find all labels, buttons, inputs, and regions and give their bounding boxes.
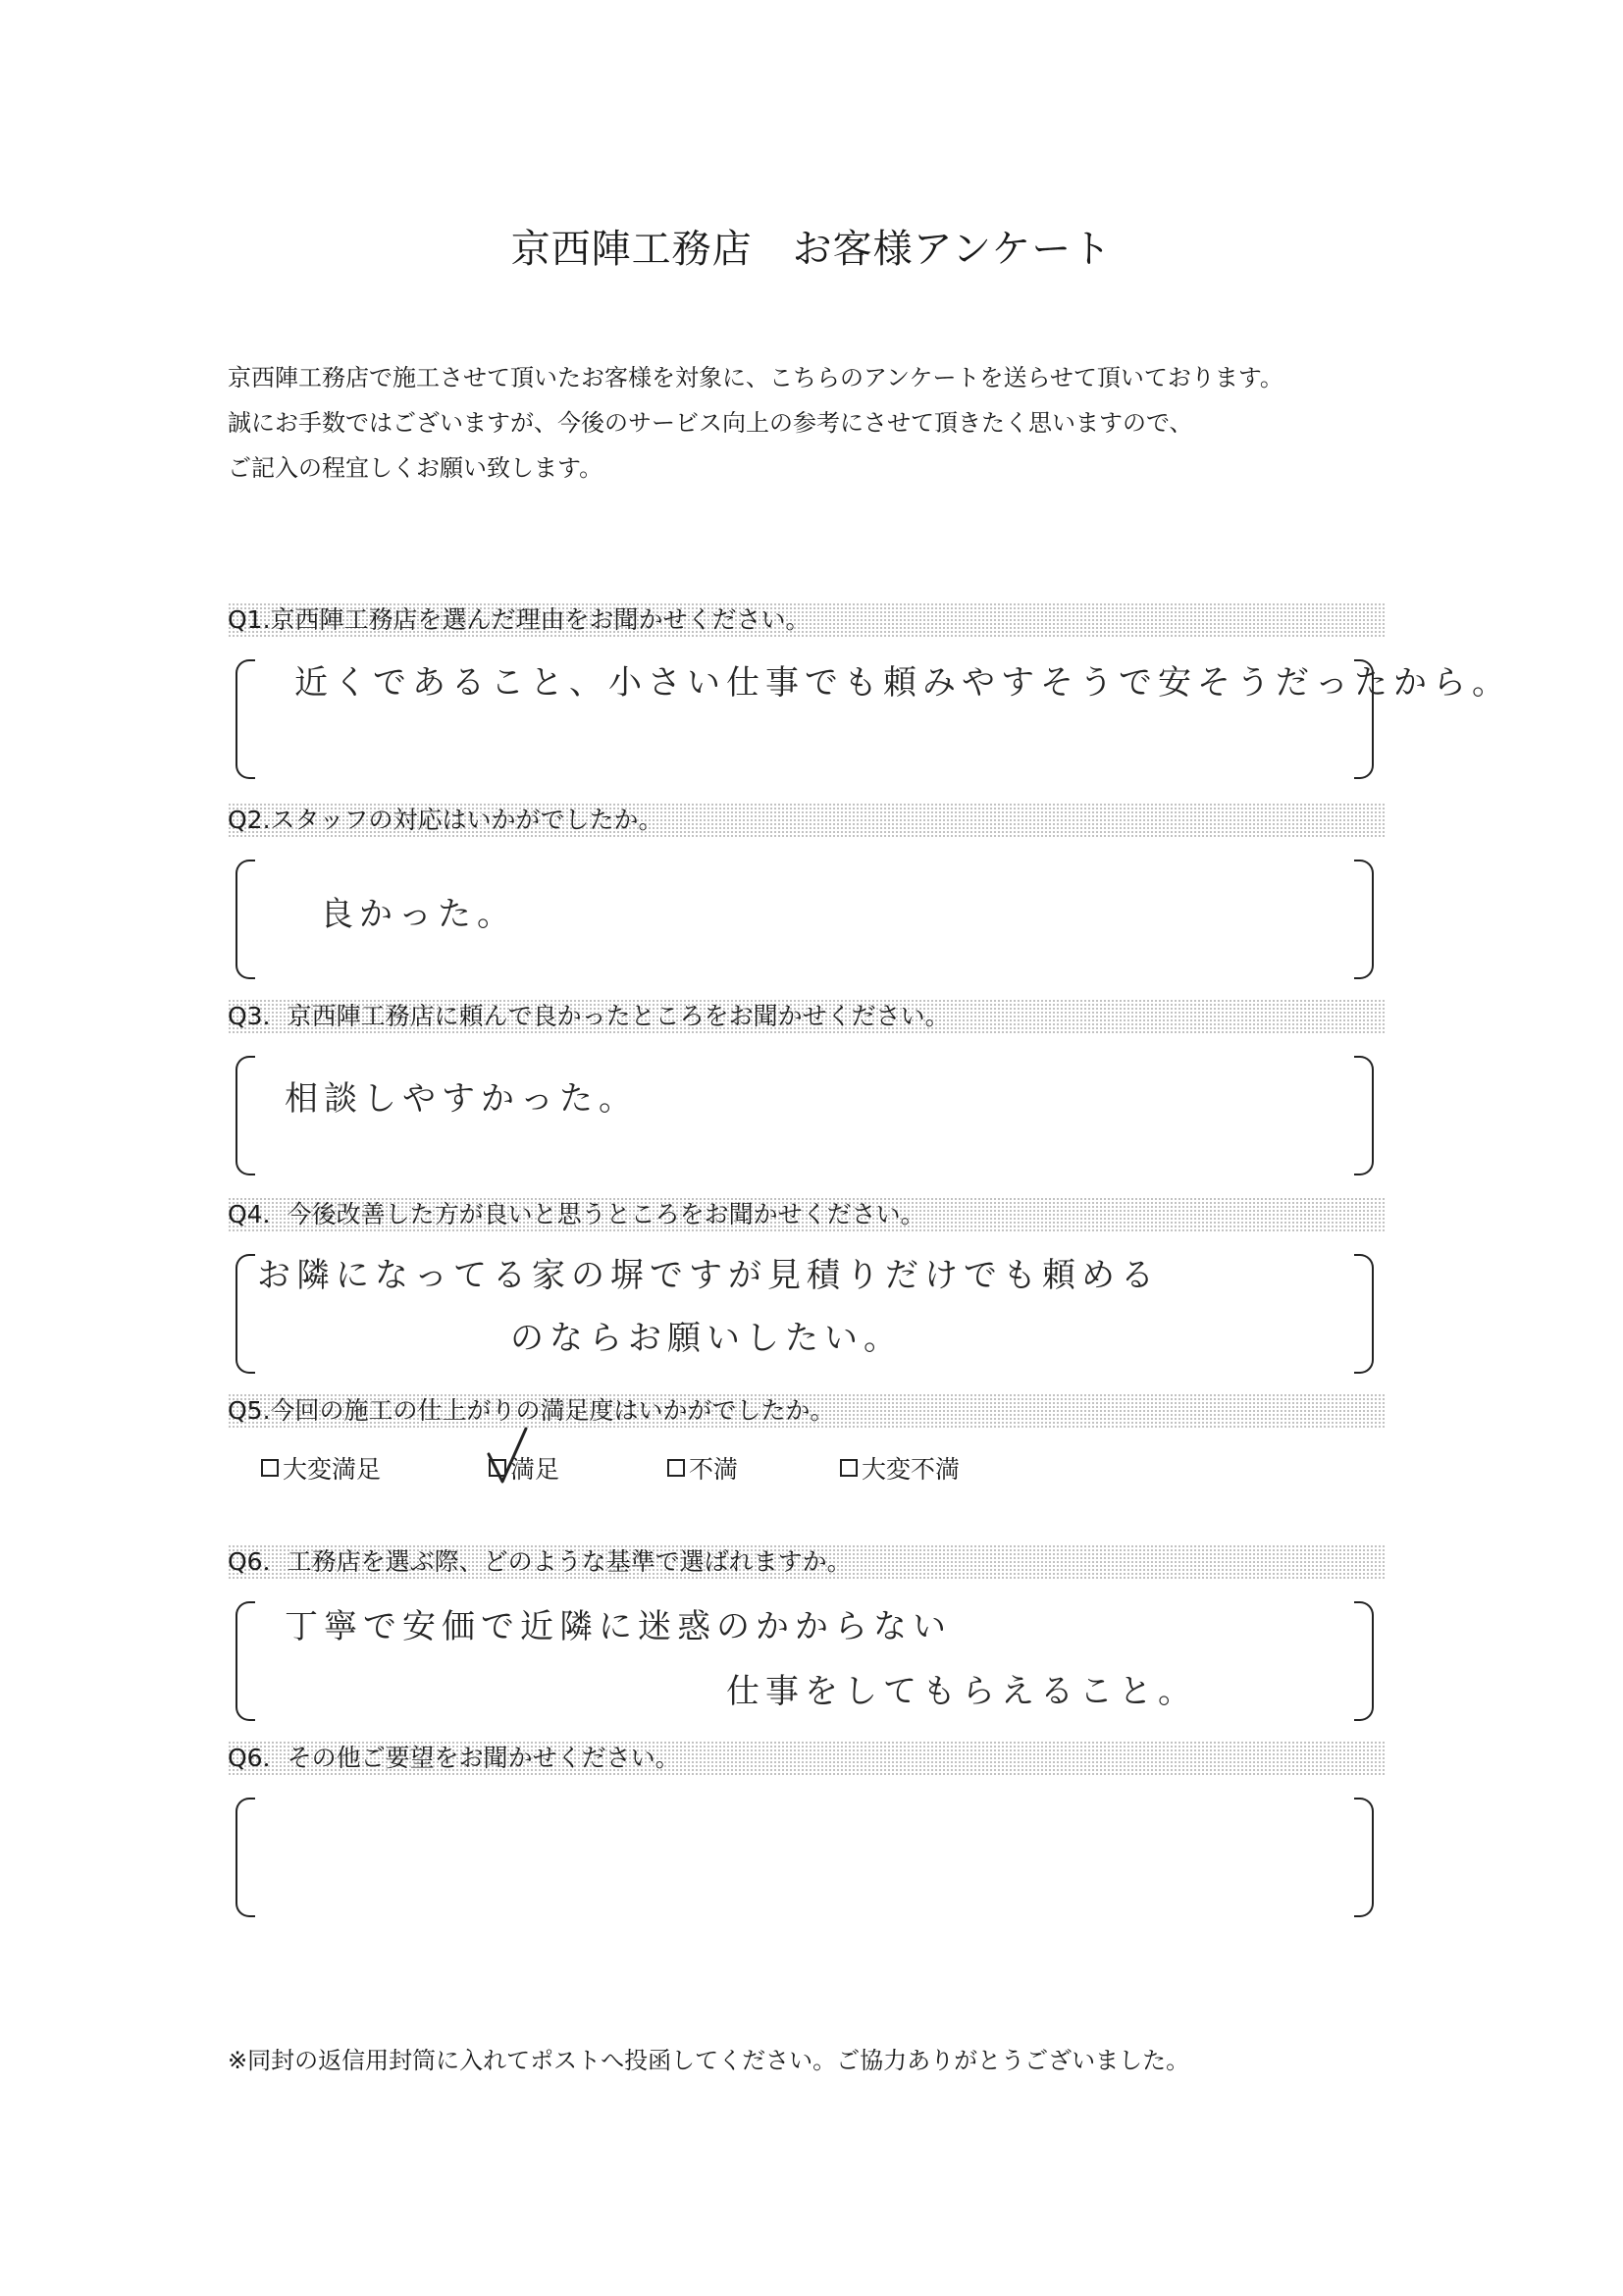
footer-note: ※同封の返信用封筒に入れてポストへ投函してください。ご協力ありがとうございました。	[228, 2047, 1190, 2074]
answer-1-bracket-left	[236, 659, 255, 779]
checkbox-dissatisfied[interactable]	[667, 1459, 685, 1477]
intro-line-2: 誠にお手数ではございますが、今後のサービス向上の参考にさせて頂きたく思いますので、	[228, 409, 1193, 437]
answer-3-bracket-left	[236, 1056, 255, 1175]
answer-6-bracket-left	[236, 1601, 255, 1721]
answer-2-line-1[interactable]: 良かった。	[320, 895, 516, 934]
answer-4-line-1[interactable]: お隣になってる家の塀ですが見積りだけでも頼める	[257, 1256, 1160, 1295]
checkbox-very-dissatisfied[interactable]	[840, 1459, 858, 1477]
option-very-satisfied[interactable]: 大変満足	[261, 1450, 381, 1486]
answer-2-bracket-left	[236, 860, 255, 979]
question-6-label: Q6．工務店を選ぶ際、どのような基準で選ばれますか。	[228, 1544, 1386, 1580]
question-5-label: Q5.今回の施工の仕上がりの満足度はいかがでしたか。	[228, 1393, 1386, 1429]
option-dissatisfied[interactable]: 不満	[667, 1450, 738, 1486]
option-satisfied[interactable]: 満足	[489, 1450, 559, 1486]
checkbox-very-satisfied[interactable]	[261, 1459, 279, 1477]
answer-4-bracket-right	[1354, 1254, 1374, 1374]
answer-3-line-1[interactable]: 相談しやすかった。	[285, 1079, 638, 1119]
question-1-label: Q1.京西陣工務店を選んだ理由をお聞かせください。	[228, 602, 1386, 638]
question-3-label: Q3．京西陣工務店に頼んで良かったところをお聞かせください。	[228, 999, 1386, 1034]
answer-7-bracket-left	[236, 1798, 255, 1917]
answer-6-line-1[interactable]: 丁寧で安価で近隣に迷惑のかからない	[285, 1607, 952, 1646]
answer-4-bracket-left	[236, 1254, 255, 1374]
answer-4-line-2[interactable]: のならお願いしたい。	[510, 1319, 903, 1358]
answer-3-bracket-right	[1354, 1056, 1374, 1175]
option-very-dissatisfied[interactable]: 大変不満	[840, 1450, 960, 1486]
intro-line-3: ご記入の程宜しくお願い致します。	[228, 454, 603, 482]
intro-text	[228, 355, 1283, 491]
question-7-label: Q6．その他ご要望をお聞かせください。	[228, 1741, 1386, 1776]
answer-6-bracket-right	[1354, 1601, 1374, 1721]
answer-6-line-2[interactable]: 仕事をしてもらえること。	[726, 1672, 1197, 1711]
checkmark-icon	[485, 1425, 530, 1486]
question-2-label: Q2.スタッフの対応はいかがでしたか。	[228, 803, 1386, 838]
page-title: 京西陣工務店 お客様アンケート	[510, 227, 1113, 272]
answer-7-bracket-right	[1354, 1798, 1374, 1917]
answer-2-bracket-right	[1354, 860, 1374, 979]
intro-line-1: 京西陣工務店で施工させて頂いたお客様を対象に、こちらのアンケートを送らせて頂いております。	[228, 364, 1283, 391]
question-4-label: Q4．今後改善した方が良いと思うところをお聞かせください。	[228, 1197, 1386, 1232]
answer-1-line-1[interactable]: 近くであること、小さい仕事でも頼みやすそうで安そうだったから。	[294, 663, 1511, 703]
